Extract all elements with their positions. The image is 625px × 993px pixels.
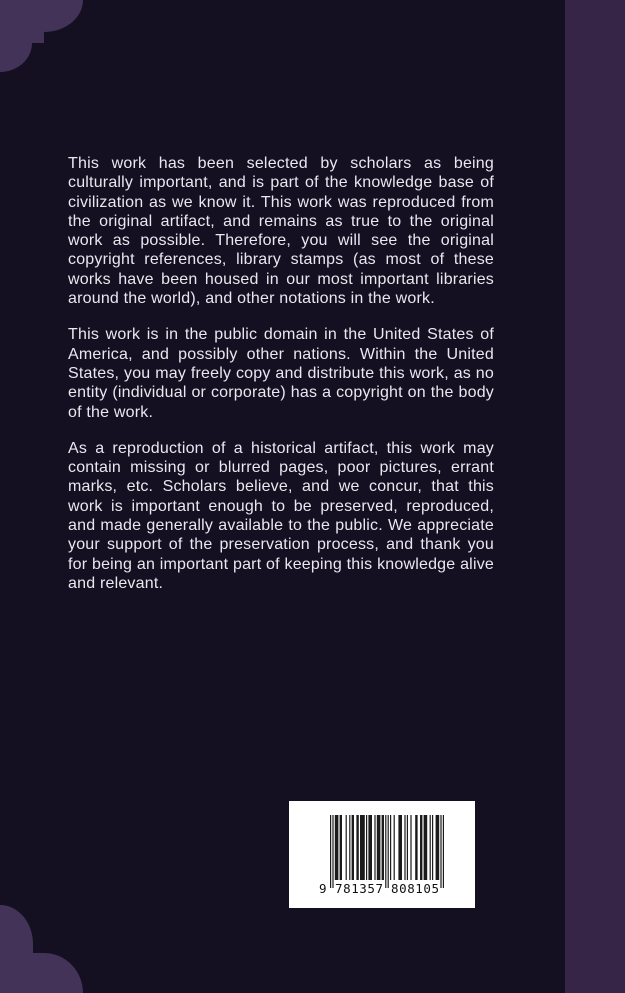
isbn-digit-group: 9 bbox=[319, 881, 327, 896]
barcode-bar bbox=[332, 815, 333, 888]
barcode-bar bbox=[407, 815, 408, 880]
barcode-bar bbox=[377, 815, 381, 880]
barcode-bar bbox=[443, 815, 444, 888]
barcode-bar bbox=[415, 815, 417, 880]
barcode-bar bbox=[366, 815, 367, 880]
barcode-bar bbox=[420, 815, 422, 880]
barcode-bar bbox=[394, 815, 395, 880]
barcode-bar bbox=[349, 815, 350, 880]
barcode-bar bbox=[430, 815, 431, 880]
scalloped-corner-icon bbox=[0, 903, 90, 993]
barcode-bar bbox=[340, 815, 342, 880]
paragraph-selection-note: This work has been selected by scholars as being culturally important, and is part of the knowledge base of civilization as we know it. This work was reproduced from the original artifact, and remains as true to the original work as possible. Therefore, you will see the original copyright references, library stamps (as most of these works have been housed in our most important libraries around the world), and other notations in the work. bbox=[68, 155, 494, 308]
right-accent-band bbox=[565, 0, 625, 993]
barcode-bar bbox=[398, 815, 402, 880]
barcode-bar bbox=[352, 815, 354, 880]
barcode-bar bbox=[424, 815, 428, 880]
barcode-bar bbox=[436, 815, 440, 880]
barcode-bar bbox=[356, 815, 358, 880]
barcode-bar bbox=[404, 815, 405, 880]
paragraph-public-domain-note: This work is in the public domain in the United States of America, and possibly other nations. Within the United States, you may freely copy and distribute this work, as no entity (individual or corporate) has a copyright on the body of the work. bbox=[68, 326, 494, 421]
barcode-bar bbox=[360, 815, 365, 880]
barcode-bar bbox=[374, 815, 375, 880]
barcode-bar bbox=[410, 815, 411, 880]
barcode-bar bbox=[388, 815, 389, 888]
barcode-bar bbox=[346, 815, 347, 880]
isbn-digit-group: 781357 bbox=[335, 881, 383, 896]
barcode-bar bbox=[432, 815, 433, 880]
barcode-bar bbox=[440, 815, 441, 888]
publisher-note bbox=[68, 154, 494, 610]
barcode-bar bbox=[330, 815, 331, 888]
barcode-panel bbox=[289, 801, 475, 908]
isbn-barcode bbox=[289, 801, 475, 908]
isbn-digit-group: 808105 bbox=[391, 881, 439, 896]
barcode-bar bbox=[385, 815, 386, 888]
barcode-bar bbox=[368, 815, 372, 880]
barcode-bar bbox=[382, 815, 384, 880]
barcode-bar bbox=[335, 815, 339, 880]
paragraph-reproduction-note: As a reproduction of a historical artifact, this work may contain missing or blurred pages, poor pictures, errant marks, etc. Scholars believe, and we concur, that this work is important enough to be preserved, reproduced, and made generally available to the public. We appreciate your support of the preservation process, and thank you for being an important part of keeping this knowledge alive and relevant. bbox=[68, 439, 494, 592]
barcode-bar bbox=[390, 815, 391, 880]
scalloped-corner-icon bbox=[0, 0, 90, 75]
